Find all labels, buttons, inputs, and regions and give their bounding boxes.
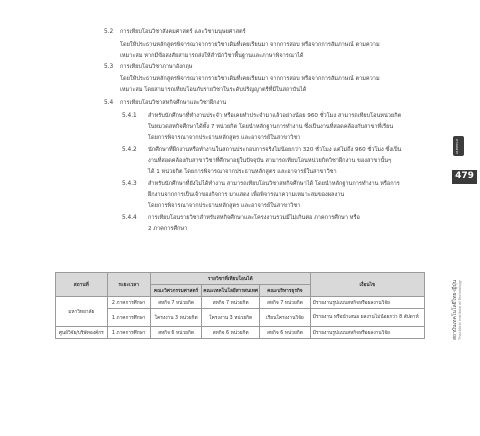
paragraph-line: สำหรับนักศึกษาที่ทำงานประจำ หรือเคยทำประจำมาแล้วอย่างน้อย 960 ชั่วโมง สามารถเทียบโอนหน่วยกิต: [148, 113, 402, 119]
section-number: 5.2: [104, 29, 114, 35]
section-title: การเทียบโอนวิชาภาษาอังกฤษ: [120, 64, 193, 70]
table-header-row: [56, 273, 425, 285]
header-faculty-eng: คณะวิศวกรรมศาสตร์: [150, 285, 202, 297]
paragraph-line: โดยให้ประธานหลักสูตรพิจารณาจากรายวิชาเดิมที่เคยเรียนมา จากการสอบ หรือจากการสัมภาษณ์ ตามความ: [120, 76, 380, 82]
cell: โครงงาน 3 หน่วยกิต: [150, 309, 202, 327]
paragraph-line: นักศึกษาที่ฝึกงานหรือทำงานในสถานประกอบการจริงไม่น้อยกว่า 320 ชั่วโมง แต่ไม่ถึง 960 ชั่วโมง ซึ่งเป็น: [148, 147, 402, 153]
cell: สหกิจ 7 หน่วยกิต: [259, 297, 310, 309]
cell: สหกิจ 6 หน่วยกิต: [150, 327, 202, 339]
cell: 1 ภาคการศึกษา: [107, 327, 150, 339]
cell: สหกิจ 6 หน่วยกิต: [259, 327, 310, 339]
cell-condition: มีรายงานรูปแบบสหกิจหรือผลงานวิจัย: [310, 327, 424, 339]
paragraph-line: โดยให้ประธานหลักสูตรพิจารณาจากรายวิชาเดิมที่เคยเรียนมา จากการสอบ หรือจากการสัมภาษณ์ ตามความ: [120, 42, 380, 48]
table-row: [56, 309, 425, 327]
paragraph-line: ฝึกงานจากการเป็นเจ้าของกิจการ มาแสดง เพื่อพิจารณาความเหมาะสมของผลงาน: [148, 192, 345, 198]
paragraph-line: สำหรับนักศึกษาที่ยังไม่ได้ทำงาน สามารถเทียบโอนวิชาสหกิจศึกษาได้ โดยนำหลักฐานการทำงาน หรือการ: [148, 181, 400, 187]
cell: 1 ภาคการศึกษา: [107, 309, 150, 327]
institute-subtitle: Thai-Nichi Institute of Technology: [458, 280, 462, 340]
side-title-block: [451, 190, 463, 340]
header-period: ระยะเวลา: [107, 273, 150, 297]
paragraph-line: ได้ 1 หน่วยกิต โดยการพิจารณาจากประธานหลักสูตร และอาจารย์ในสาขาวิชา: [148, 169, 337, 175]
appendix-badge-label: ภาคผนวก: [455, 139, 459, 155]
header-faculty-it: คณะเทคโนโลยีสารสนเทศ: [202, 285, 260, 297]
cell: สหกิจ 7 หน่วยกิต: [202, 297, 260, 309]
appendix-badge: [453, 136, 464, 156]
header-place: สถานที่: [56, 273, 108, 297]
cell-condition: มีรายงานรูปแบบสหกิจหรือผลงานวิจัย: [310, 297, 424, 309]
paragraph-line: งานที่สอดคล้องกับสาขาวิชาที่ศึกษาอยู่ในปัจจุบัน สามารถเทียบโอนหน่วยกิตวิชาฝึกงาน ของสาขานั้นๆ: [148, 158, 392, 164]
header-courses: รายวิชาที่เทียบโอนได้: [150, 273, 310, 285]
paragraph-line: โดยการพิจารณาจากประธานหลักสูตร และอาจารย์ในสาขาวิชา: [148, 203, 301, 209]
section-title: การเทียบโอนวิชาสังคมศาสตร์ และวิชามนุษยศาสตร์: [120, 29, 246, 35]
paragraph-line: เหมาะสม โดยสามารถเทียบโอนกับรายวิชาในระดับปริญญาตรีที่มีในสถาบันได้: [120, 87, 307, 93]
cell: สหกิจ 6 หน่วยกิต: [202, 327, 260, 339]
paragraph-line: 2 ภาคการศึกษา: [148, 226, 188, 232]
cell: 2 ภาคการศึกษา: [107, 297, 150, 309]
cell-condition: มีรายงาน หรือนำเสนอ ผลงานไม่น้อยกว่า 8 สัปดาห์: [310, 309, 424, 327]
cell: สหกิจ 7 หน่วยกิต: [150, 297, 202, 309]
table-row: [56, 327, 425, 339]
page-number: 479: [455, 171, 474, 181]
paragraph-line: การเทียบโอนรายวิชาสำหรับสหกิจศึกษาและโครงงานรวมมีไม่เกินต่อ ภาคการศึกษา หรือ: [148, 215, 360, 221]
section-number: 5.4: [104, 100, 114, 106]
section-title: การเทียบโอนวิชาสหกิจศึกษาและวิชาฝึกงาน: [120, 100, 227, 106]
cell-place: มหาวิทยาลัย: [56, 297, 108, 327]
subsection-number: 5.4.2: [122, 147, 137, 153]
cell-place: ศูนย์วิจัย/บริษัทองค์กร: [56, 327, 108, 339]
institute-title: สถาบันเทคโนโลยีไทย-ญี่ปุ่น: [452, 279, 458, 340]
paragraph-line: ในหมวดสหกิจศึกษาได้ทั้ง 7 หน่วยกิต โดยนำหลักฐานการทำงาน ซึ่งเป็นงานที่สอดคล้องกับสาขาที่เรียน: [148, 124, 394, 130]
transfer-table: [55, 272, 425, 339]
header-faculty-ba: คณะบริหารธุรกิจ: [259, 285, 310, 297]
subsection-number: 5.4.3: [122, 181, 137, 187]
subsection-number: 5.4.1: [122, 113, 137, 119]
header-condition: เงื่อนไข: [310, 273, 424, 297]
section-number: 5.3: [104, 64, 114, 70]
page-number-box: [452, 170, 477, 184]
cell: โครงงาน 3 หน่วยกิต: [202, 309, 260, 327]
table-row: [56, 297, 425, 309]
subsection-number: 5.4.4: [122, 215, 137, 221]
paragraph-line: เหมาะสม หากมีข้อสงสัยสามารถส่งให้สำนักวิชาพื้นฐานและภาษาพิจารณาได้: [120, 53, 304, 59]
cell: เรียนโครงงานวิจัย: [259, 309, 310, 327]
paragraph-line: โดยการพิจารณาจากประธานหลักสูตร และอาจารย์ในสาขาวิชา: [148, 135, 301, 141]
